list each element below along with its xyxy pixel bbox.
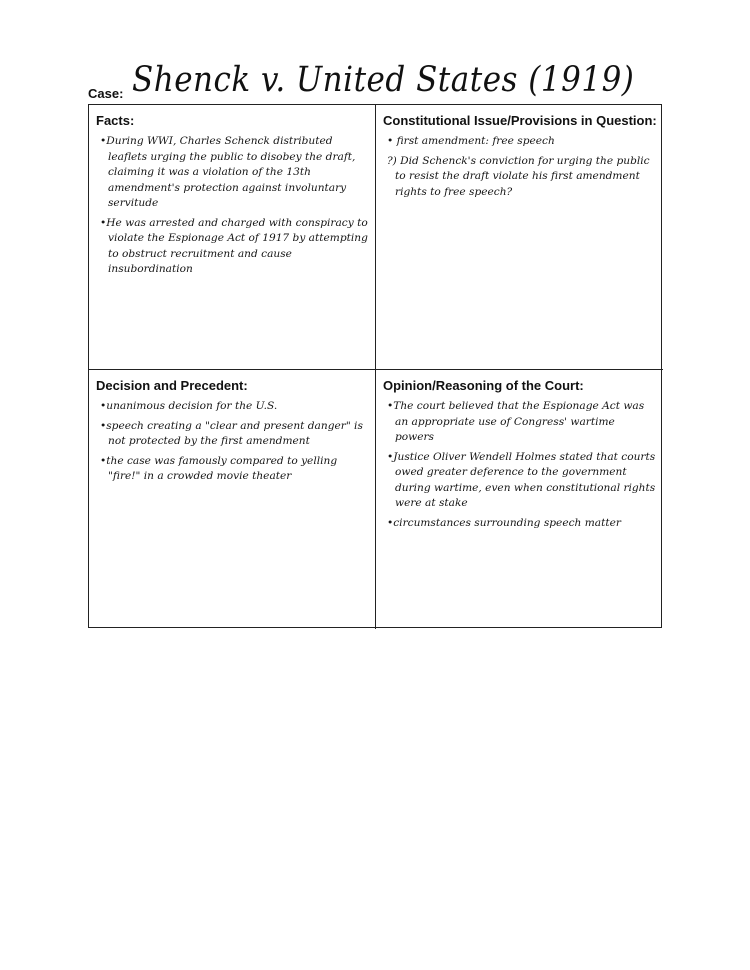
opinion-item: •Justice Oliver Wendell Holmes stated that courts owed greater deference to the government during wartime, even when constitutional rights were at stake (387, 450, 656, 509)
constitutional-issue-item: ?) Did Schenck's conviction for urging the public to resist the draft violate his first amendment rights to free speech? (387, 154, 650, 198)
case-brief-grid (88, 104, 662, 628)
facts-item: •He was arrested and charged with conspiracy to violate the Espionage Act of 1917 by attempting to obstruct recruitment and cause insubordination (100, 216, 368, 275)
facts-section (89, 105, 376, 370)
facts-item: •During WWI, Charles Schenck distributed leaflets urging the public to disobey the draft, claiming it was a violation of the 13th amendment's protection against involuntary servitude (100, 135, 356, 209)
facts-title: Facts: (96, 113, 135, 128)
opinion-item: •circumstances surrounding speech matter (387, 516, 621, 529)
decision-item: •unanimous decision for the U.S. (100, 400, 278, 412)
opinion-title: Opinion/Reasoning of the Court: (383, 378, 584, 393)
case-header (88, 60, 668, 106)
constitutional-issue-item: • first amendment: free speech (387, 135, 555, 147)
decision-item: •speech creating a "clear and present danger" is not protected by the first amendment (100, 419, 363, 447)
decision-title: Decision and Precedent: (96, 378, 248, 393)
opinion-item: •The court believed that the Espionage Act was an appropriate use of Congress' wartime powers (387, 400, 645, 443)
decision-item: •the case was famously compared to yelling "fire!" in a crowded movie theater (100, 454, 338, 482)
opinion-section (376, 370, 663, 629)
decision-section (89, 370, 376, 629)
constitutional-issue-section (376, 105, 663, 370)
case-name: Shenck v. United States (1919) (132, 59, 635, 100)
case-label: Case: (88, 86, 124, 101)
constitutional-issue-title: Constitutional Issue/Provisions in Question: (383, 113, 657, 128)
